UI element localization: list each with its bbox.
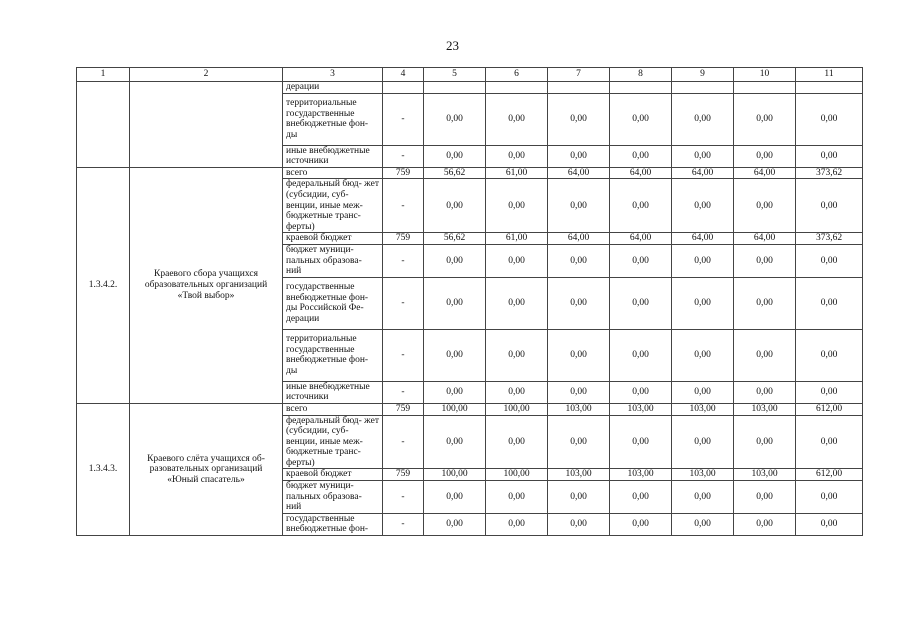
value-cell: 0,00: [424, 145, 486, 167]
column-header: 6: [486, 68, 548, 82]
column-header: 8: [610, 68, 672, 82]
value-cell: 0,00: [486, 329, 548, 381]
value-cell: 0,00: [548, 145, 610, 167]
table-body: [77, 82, 863, 536]
value-cell: 64,00: [610, 167, 672, 179]
value-cell: 0,00: [672, 481, 734, 514]
value-cell: 0,00: [672, 329, 734, 381]
value-cell: 64,00: [734, 167, 796, 179]
value-cell: 0,00: [548, 277, 610, 329]
value-cell: 0,00: [486, 244, 548, 277]
value-cell: 0,00: [486, 277, 548, 329]
value-cell: [548, 82, 610, 94]
value-cell: [424, 82, 486, 94]
value-cell: 0,00: [734, 277, 796, 329]
header-row: [77, 68, 863, 82]
value-cell: 0,00: [424, 277, 486, 329]
value-cell: 0,00: [672, 381, 734, 403]
value-cell: 100,00: [424, 469, 486, 481]
value-cell: 0,00: [734, 93, 796, 145]
source-cell: бюджет муници- пальных образова- ний: [283, 481, 383, 514]
value-cell: 0,00: [734, 329, 796, 381]
column-header: 5: [424, 68, 486, 82]
value-cell: 100,00: [486, 403, 548, 415]
source-cell: территориальные государственные внебюджетные фон- ды: [283, 93, 383, 145]
value-cell: 100,00: [486, 469, 548, 481]
source-cell: федеральный бюд- жет (субсидии, суб- венции, иные меж- бюджетные транс- ферты): [283, 179, 383, 233]
value-cell: 103,00: [548, 469, 610, 481]
value-cell: 0,00: [486, 513, 548, 535]
value-cell: 0,00: [424, 481, 486, 514]
source-cell: государственные внебюджетные фон-: [283, 513, 383, 535]
value-cell: 0,00: [734, 513, 796, 535]
value-cell: 373,62: [796, 233, 863, 245]
value-cell: 0,00: [486, 481, 548, 514]
value-cell: 0,00: [796, 179, 863, 233]
value-cell: 0,00: [672, 145, 734, 167]
value-cell: 61,00: [486, 233, 548, 245]
source-cell: территориальные государственные внебюджетные фон- ды: [283, 329, 383, 381]
source-cell: краевой бюджет: [283, 233, 383, 245]
empty-name-cell: [130, 82, 283, 168]
value-cell: 0,00: [796, 277, 863, 329]
code-cell: -: [383, 179, 424, 233]
value-cell: 0,00: [610, 481, 672, 514]
value-cell: 64,00: [548, 167, 610, 179]
source-cell: дерации: [283, 82, 383, 94]
value-cell: 0,00: [548, 381, 610, 403]
page-number: 23: [446, 38, 459, 53]
value-cell: 0,00: [610, 93, 672, 145]
code-cell: -: [383, 415, 424, 469]
value-cell: 0,00: [424, 244, 486, 277]
value-cell: [734, 82, 796, 94]
value-cell: 103,00: [610, 403, 672, 415]
value-cell: 0,00: [734, 244, 796, 277]
value-cell: 0,00: [610, 179, 672, 233]
value-cell: 0,00: [672, 179, 734, 233]
column-header: 10: [734, 68, 796, 82]
source-cell: бюджет муници- пальных образова- ний: [283, 244, 383, 277]
value-cell: 0,00: [734, 145, 796, 167]
column-header: 11: [796, 68, 863, 82]
source-cell: краевой бюджет: [283, 469, 383, 481]
value-cell: 0,00: [796, 513, 863, 535]
value-cell: 0,00: [610, 244, 672, 277]
value-cell: 0,00: [486, 145, 548, 167]
value-cell: 0,00: [610, 329, 672, 381]
value-cell: 0,00: [672, 415, 734, 469]
value-cell: 0,00: [734, 415, 796, 469]
code-cell: -: [383, 93, 424, 145]
source-cell: федеральный бюд- жет (субсидии, суб- венции, иные меж- бюджетные транс- ферты): [283, 415, 383, 469]
value-cell: 0,00: [610, 381, 672, 403]
value-cell: 0,00: [734, 381, 796, 403]
value-cell: 0,00: [424, 329, 486, 381]
item-code: 1.3.4.3.: [77, 403, 130, 535]
column-header: 3: [283, 68, 383, 82]
source-cell: всего: [283, 167, 383, 179]
code-cell: 759: [383, 469, 424, 481]
value-cell: 0,00: [486, 179, 548, 233]
value-cell: 0,00: [548, 179, 610, 233]
value-cell: 0,00: [672, 93, 734, 145]
value-cell: 64,00: [610, 233, 672, 245]
column-header: 2: [130, 68, 283, 82]
value-cell: 0,00: [424, 381, 486, 403]
source-cell: всего: [283, 403, 383, 415]
value-cell: 103,00: [548, 403, 610, 415]
budget-table: [76, 67, 863, 536]
empty-code-cell: [77, 82, 130, 168]
value-cell: 0,00: [486, 415, 548, 469]
value-cell: 0,00: [796, 329, 863, 381]
value-cell: 0,00: [548, 93, 610, 145]
item-name: Краевого сбора учащихся образовательных организаций «Твой выбор»: [130, 167, 283, 403]
table-row: [77, 167, 863, 179]
value-cell: 64,00: [548, 233, 610, 245]
value-cell: 0,00: [610, 145, 672, 167]
value-cell: 0,00: [672, 513, 734, 535]
source-cell: государственные внебюджетные фон- ды Российской Фе- дерации: [283, 277, 383, 329]
item-name: Краевого слёта учащихся об- разовательных организаций «Юный спасатель»: [130, 403, 283, 535]
column-header: 1: [77, 68, 130, 82]
value-cell: 0,00: [796, 145, 863, 167]
value-cell: 0,00: [548, 415, 610, 469]
value-cell: 0,00: [424, 179, 486, 233]
value-cell: 0,00: [548, 481, 610, 514]
code-cell: -: [383, 481, 424, 514]
value-cell: 0,00: [796, 415, 863, 469]
value-cell: 56,62: [424, 167, 486, 179]
value-cell: 56,62: [424, 233, 486, 245]
code-cell: -: [383, 277, 424, 329]
value-cell: [610, 82, 672, 94]
item-code: 1.3.4.2.: [77, 167, 130, 403]
code-cell: 759: [383, 233, 424, 245]
value-cell: 103,00: [672, 469, 734, 481]
value-cell: 0,00: [672, 244, 734, 277]
value-cell: 103,00: [610, 469, 672, 481]
value-cell: 0,00: [734, 179, 796, 233]
column-header: 9: [672, 68, 734, 82]
value-cell: 0,00: [796, 381, 863, 403]
code-cell: 759: [383, 167, 424, 179]
value-cell: 0,00: [486, 381, 548, 403]
value-cell: [486, 82, 548, 94]
value-cell: 0,00: [424, 415, 486, 469]
code-cell: -: [383, 513, 424, 535]
column-header: 4: [383, 68, 424, 82]
code-cell: [383, 82, 424, 94]
value-cell: 0,00: [486, 93, 548, 145]
value-cell: 61,00: [486, 167, 548, 179]
code-cell: -: [383, 329, 424, 381]
value-cell: 0,00: [424, 513, 486, 535]
value-cell: 100,00: [424, 403, 486, 415]
code-cell: -: [383, 145, 424, 167]
value-cell: 0,00: [610, 415, 672, 469]
table-row: [77, 82, 863, 94]
value-cell: 0,00: [610, 513, 672, 535]
source-cell: иные внебюджетные источники: [283, 145, 383, 167]
value-cell: 0,00: [672, 277, 734, 329]
value-cell: 0,00: [548, 513, 610, 535]
value-cell: 64,00: [672, 233, 734, 245]
value-cell: 0,00: [796, 244, 863, 277]
value-cell: 103,00: [672, 403, 734, 415]
value-cell: 612,00: [796, 403, 863, 415]
value-cell: 103,00: [734, 403, 796, 415]
value-cell: [796, 82, 863, 94]
value-cell: 0,00: [796, 481, 863, 514]
value-cell: 0,00: [548, 244, 610, 277]
source-cell: иные внебюджетные источники: [283, 381, 383, 403]
value-cell: 0,00: [796, 93, 863, 145]
code-cell: 759: [383, 403, 424, 415]
value-cell: 0,00: [734, 481, 796, 514]
value-cell: 612,00: [796, 469, 863, 481]
code-cell: -: [383, 244, 424, 277]
value-cell: 64,00: [734, 233, 796, 245]
value-cell: 0,00: [610, 277, 672, 329]
value-cell: 103,00: [734, 469, 796, 481]
code-cell: -: [383, 381, 424, 403]
table-row: [77, 403, 863, 415]
value-cell: 64,00: [672, 167, 734, 179]
column-header: 7: [548, 68, 610, 82]
value-cell: 0,00: [424, 93, 486, 145]
value-cell: 0,00: [548, 329, 610, 381]
value-cell: 373,62: [796, 167, 863, 179]
value-cell: [672, 82, 734, 94]
